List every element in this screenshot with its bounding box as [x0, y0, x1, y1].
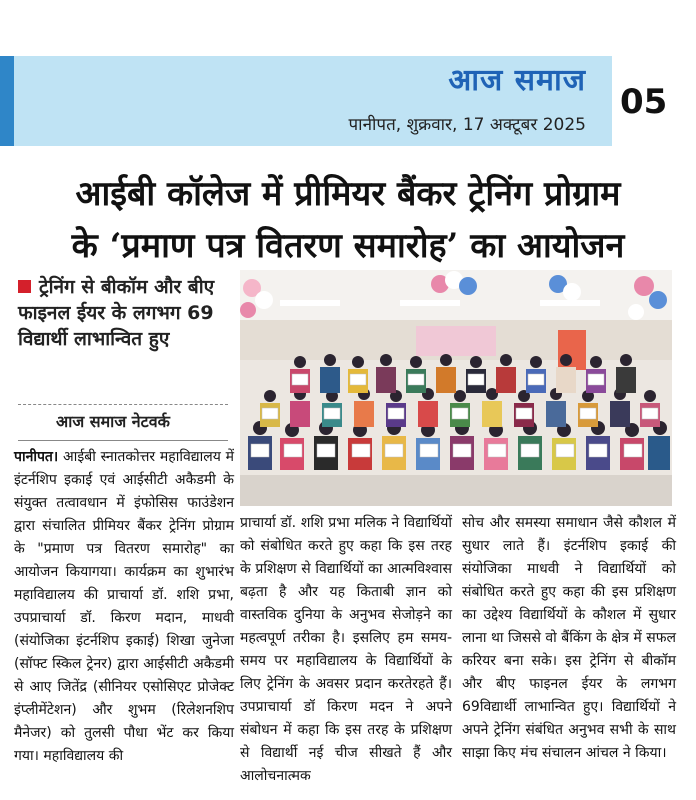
divider	[18, 440, 228, 441]
headline-line-2: के ‘प्रमाण पत्र वितरण समारोह’ का आयोजन	[71, 226, 625, 266]
group-photo-illustration	[240, 270, 672, 506]
divider	[18, 404, 228, 405]
issue-dateline: पानीपत, शुक्रवार, 17 अक्टूबर 2025	[348, 115, 586, 135]
masthead-accent-bar	[0, 56, 14, 146]
subheadline-text: ट्रेनिंग से बीकॉम और बीए फाइनल ईयर के लगभग 69 विद्यार्थी लाभान्वित हुए	[18, 276, 215, 350]
newspaper-name: आज समाज	[448, 63, 586, 98]
article-column-2: प्राचार्या डॉ. शशि प्रभा मलिक ने विद्यार्थियों को संबोधित करते हुए कहा कि इस तरह के प्रशिक्षण से विद्यार्थियों का आत्मविश्वास बढ़ता है और यह किताबी ज्ञान को वास्तविक दुनिया के अनुभव सेजोड़ने का महत्वपूर्ण तरीका है। इसलिए हम समय-समय पर महाविद्यालय के विद्यार्थियों के लिए ट्रेनिंग के अवसर प्रदान करतेरहते हैं। उपप्राचार्या डॉ किरण मदन ने अपने संबोधन में कहा कि इस तरह के प्रशिक्षण से विद्यार्थी नई चीज सीखते हैं और आलोचनात्मक	[240, 515, 452, 784]
headline	[0, 168, 696, 272]
byline: आज समाज नेटवर्क	[56, 412, 170, 431]
page-number: 05	[620, 82, 668, 122]
article-column-1	[14, 446, 234, 768]
subheadline	[18, 274, 238, 352]
article-column-1-text: आईबी स्नातकोत्तर महाविद्यालय में इंटर्नशिप इकाई एवं आईसीटी अकैडमी के संयुक्त तत्वावधान में इंफोसिस फाउंडेशन द्वारा संचालित प्रीमियर बैंकर ट्रेनिंग प्रोग्राम के "प्रमाण पत्र वितरण समारोह" का आयोजन कियागया। कार्यक्रम का शुभारंभ महाविद्यालय की प्राचार्या डॉ. शशि प्रभा, उपप्राचार्या डॉ. किरण मदान, माधवी (संयोजिका इंटर्नशिप इकाई) शिखा जुनेजा (सॉफ्ट स्किल ट्रेनर) द्वारा आईसीटी अकैडमी से आए जितेंद्र (सीनियर एसोसिएट प्रोजेक्ट इंप्लीमेंटेशन) और शुभम (रिलेशनशिप मैनेजर) को तुलसी पौधा भेंट कर किया गया। महाविद्यालय की	[14, 449, 235, 764]
article-dateline: पानीपत।	[14, 449, 59, 465]
red-square-bullet-icon	[18, 280, 31, 293]
headline-line-1: आईबी कॉलेज में प्रीमियर बैंकर ट्रेनिंग प्रोग्राम	[75, 174, 621, 214]
article-column-3: सोच और समस्या समाधान जैसे कौशल में सुधार लाते हैं। इंटर्नशिप इकाई की संयोजिका माधवी ने विद्यार्थियों को संबोधित करते हुए कहा की इस प्रशिक्षण का उद्देश्य विद्यार्थियों के कौशल में सुधार लाना था जिससे वो बैंकिंग के क्षेत्र में सफल करियर बना सके। इस ट्रेनिंग से बीकॉम और बीए फाइनल ईयर के लगभग 69विद्यार्थी लाभान्वित हुए। विद्यार्थियों ने अपने ट्रेनिंग संबंधित अनुभव सभी के साथ साझा किए मंच संचालन आंचल ने किया।	[462, 515, 676, 761]
group-photo	[240, 270, 672, 506]
